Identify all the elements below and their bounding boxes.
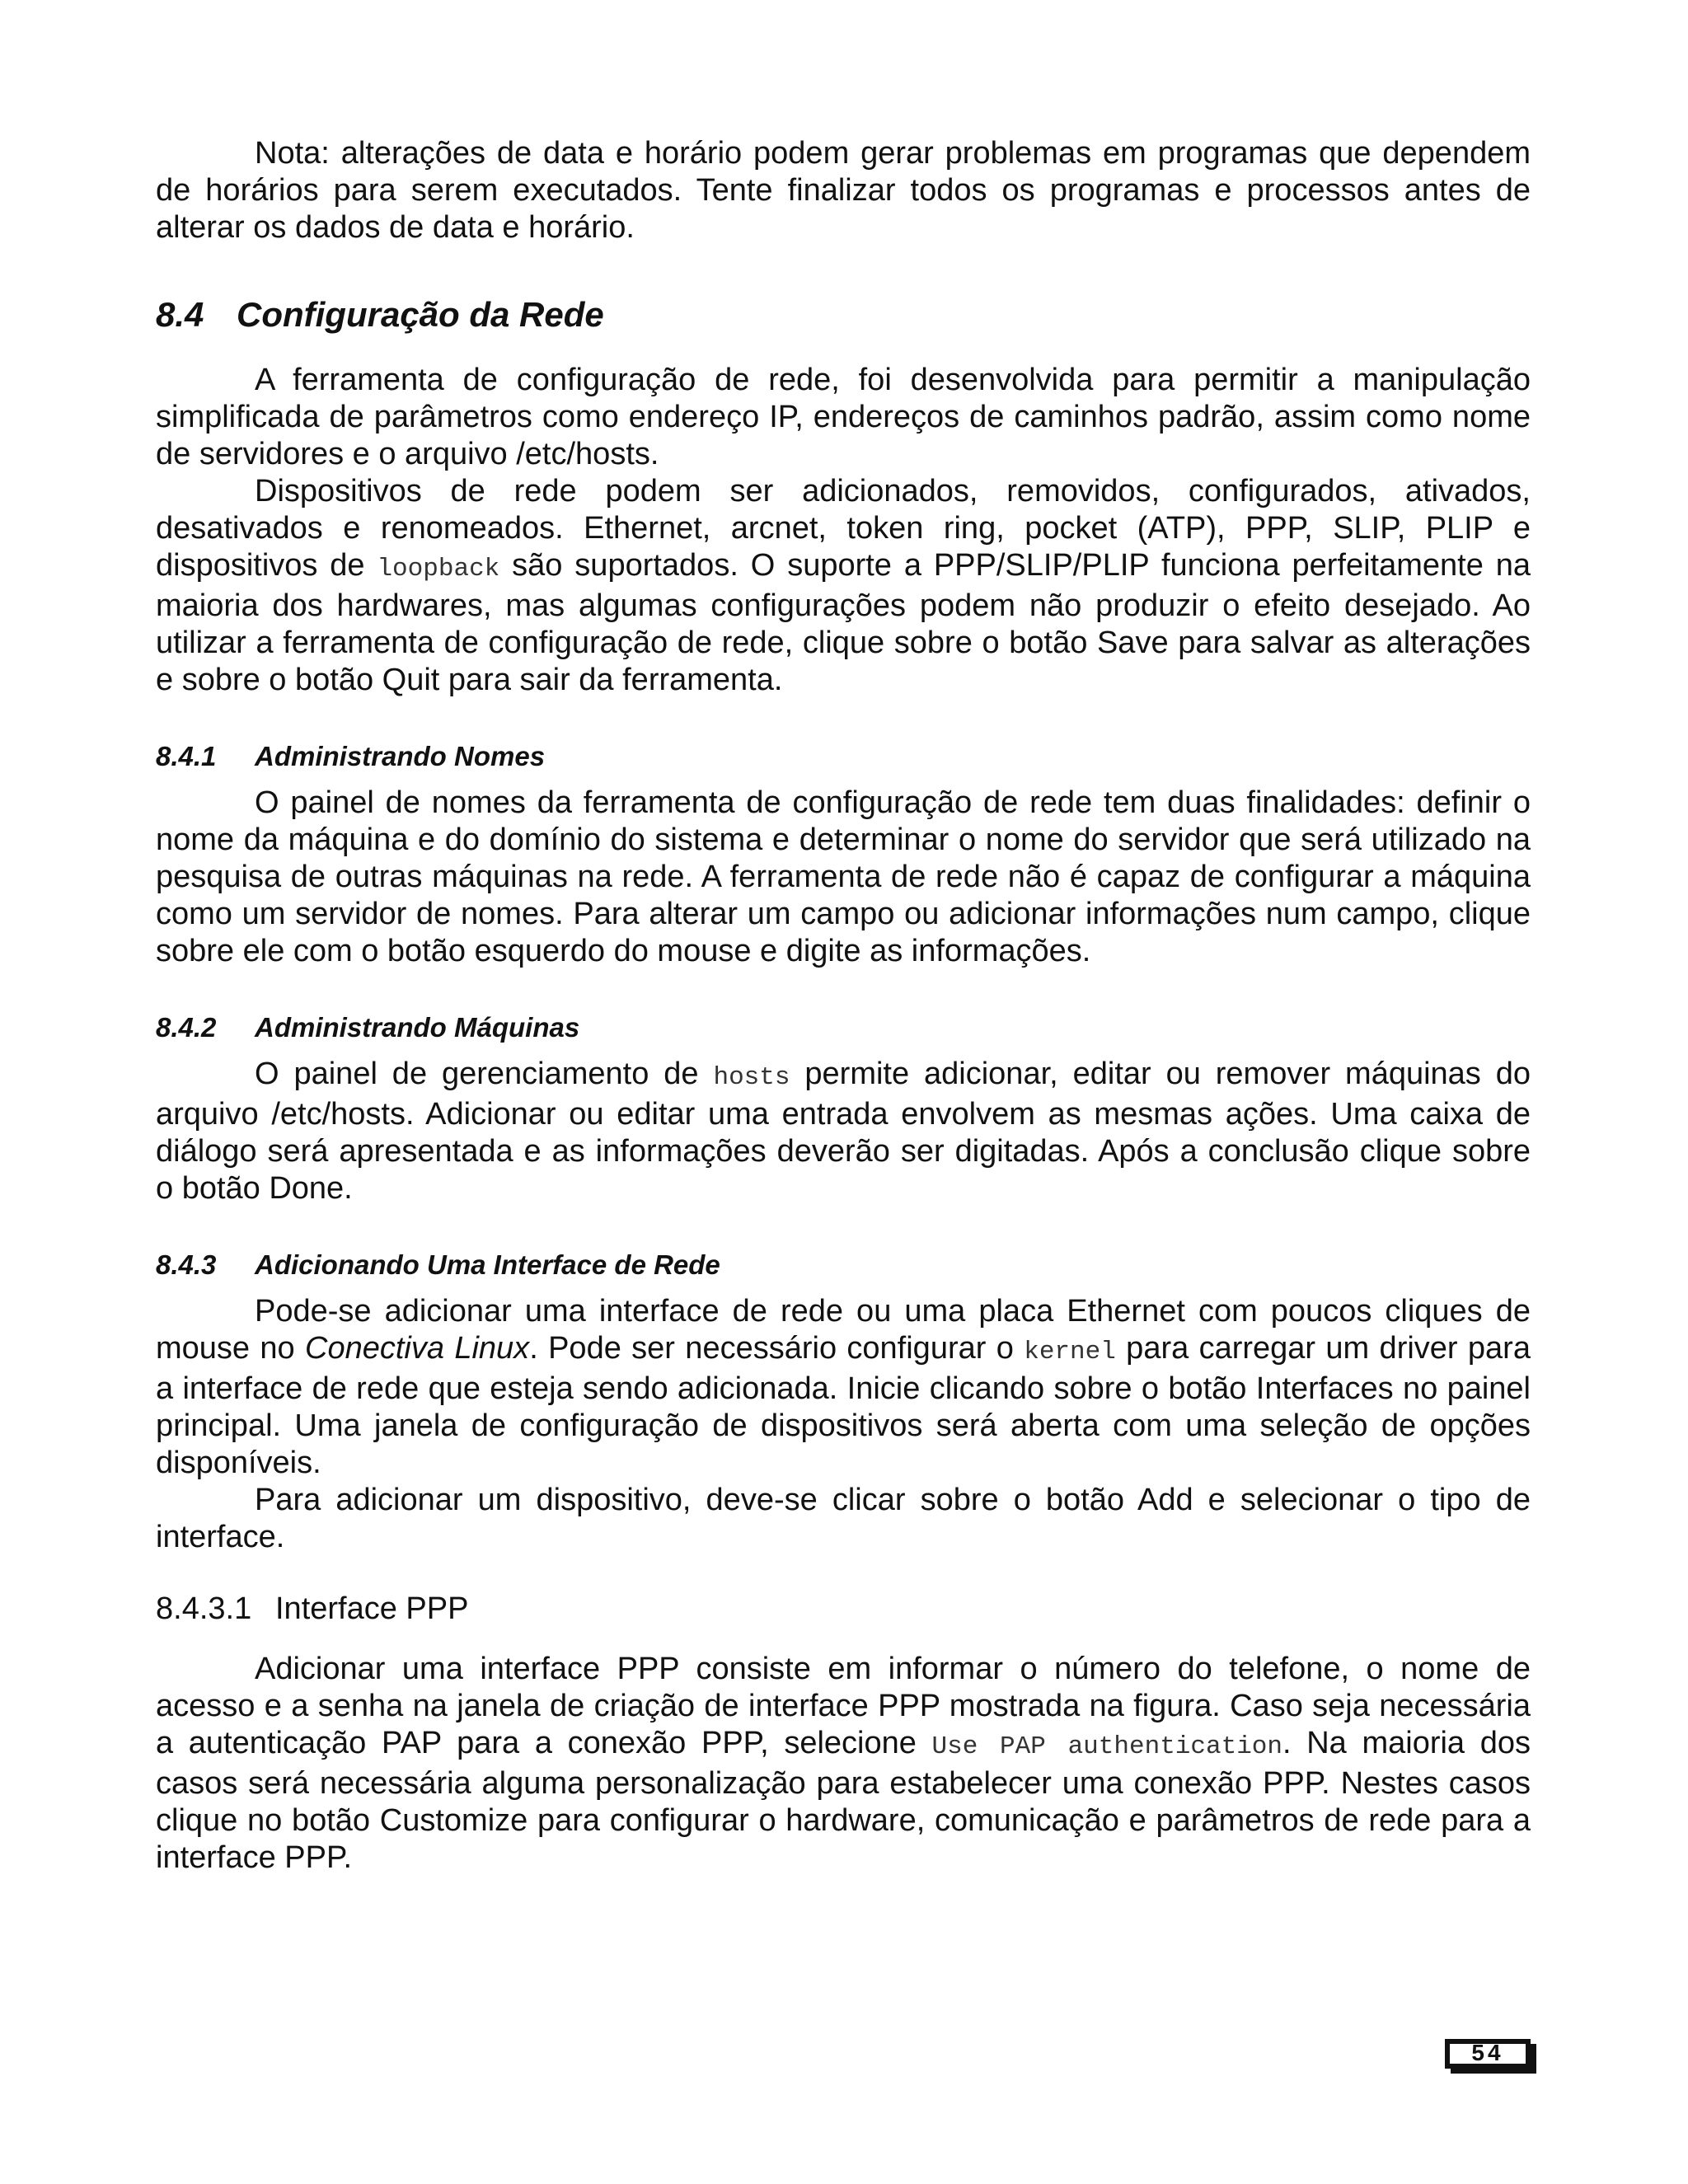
section-paragraph-1: A ferramenta de configuração de rede, foi desenvolvida para permitir a manipulação simplificada de parâmetros como endereço IP, endereços de caminhos padrão, assim como nome de servidores e o arquivo /etc/hosts. <box>156 363 1531 471</box>
section-heading <box>156 294 1531 335</box>
page-number-badge: 54 <box>1445 2039 1531 2069</box>
code-term-hosts: hosts <box>713 1063 790 1092</box>
text-run: . Pode ser necessário configurar o <box>529 1331 1025 1366</box>
subsubsection-heading-ppp <box>156 1591 1531 1628</box>
subsubsection-number: 8.4.3.1 <box>156 1591 252 1626</box>
code-term-loopback: loopback <box>377 555 500 583</box>
code-term-pap: Use PAP authentication <box>931 1732 1283 1761</box>
subsection-title: Adicionando Uma Interface de Rede <box>255 1249 720 1280</box>
product-name: Conectiva Linux <box>305 1331 530 1366</box>
machines-paragraph <box>156 1056 1531 1207</box>
subsection-title: Administrando Máquinas <box>255 1012 580 1043</box>
subsection-number: 8.4.3 <box>156 1249 217 1280</box>
text-run: Pode-se adicionar uma interface de rede ou uma placa Ethernet com poucos cliques de mouse no <box>156 1294 1531 1366</box>
text-run: são suportados. O suporte a PPP/SLIP/PLIP funciona perfeitamente na maioria dos hardwares, mas algumas configurações podem não produzir o efeito desejado. Ao utilizar a ferramenta de configuração de rede, clique sobre o botão Save para salvar as alterações e sobre o botão Quit para sair da ferramenta. <box>156 548 1531 697</box>
text-run: para carregar um driver para a interface de rede que esteja sendo adicionada. Inicie clicando sobre o botão Interfaces no painel principal. Uma janela de configuração de dispositivos será aberta com uma seleção de opções disponíveis. <box>156 1331 1531 1480</box>
interface-paragraph-2: Para adicionar um dispositivo, deve-se clicar sobre o botão Add e selecionar o tipo de interface. <box>156 1483 1531 1554</box>
subsection-number: 8.4.2 <box>156 1012 217 1043</box>
subsection-heading-names <box>156 740 1531 773</box>
text-run: permite adicionar, editar ou remover máquinas do arquivo /etc/hosts. Adicionar ou editar uma entrada envolvem as mesmas ações. Uma caixa de diálogo será apresentada e as informações deverão ser digitadas. Após a conclusão clique sobre o botão Done. <box>156 1057 1531 1206</box>
subsection-number: 8.4.1 <box>156 741 217 771</box>
code-term-kernel: kernel <box>1024 1338 1116 1366</box>
note-paragraph: Nota: alterações de data e horário podem gerar problemas em programas que dependem de horários para serem executados. Tente finalizar todos os programas e processos antes de alterar os dados de data e horário. <box>156 136 1531 245</box>
section-title: Configuração da Rede <box>237 295 604 334</box>
text-run: Adicionar uma interface PPP consiste em informar o número do telefone, o nome de acesso e a senha na janela de criação de interface PPP mostrada na figura. Caso seja necessária a autenticação PAP para a conexão PPP, selecione <box>156 1652 1531 1760</box>
subsection-heading-machines <box>156 1011 1531 1044</box>
section-number: 8.4 <box>156 295 204 334</box>
ppp-paragraph <box>156 1651 1531 1877</box>
text-run: Dispositivos de rede podem ser adicionados, removidos, configurados, ativados, desativados e renomeados. Ethernet, arcnet, token ring, pocket (ATP), PPP, SLIP, PLIP e dispositivos de <box>156 474 1531 583</box>
subsection-heading-interface <box>156 1249 1531 1282</box>
interface-paragraph-1 <box>156 1293 1531 1482</box>
section-paragraph-2 <box>156 473 1531 699</box>
subsection-title: Administrando Nomes <box>255 741 546 771</box>
subsubsection-title: Interface PPP <box>275 1591 469 1626</box>
text-run: . Na maioria dos casos será necessária alguma personalização para estabelecer uma conexão PPP. Nestes casos clique no botão Customize para configurar o hardware, comunicação e parâmetros de rede para a interface PPP. <box>156 1726 1531 1875</box>
text-run: O painel de gerenciamento de <box>255 1057 714 1091</box>
page-content <box>156 135 1531 1877</box>
names-paragraph: O painel de nomes da ferramenta de configuração de rede tem duas finalidades: definir o nome da máquina e do domínio do sistema e determinar o nome do servidor que será utilizado na pesquisa de outras máquinas na rede. A ferramenta de rede não é capaz de configurar a máquina como um servidor de nomes. Para alterar um campo ou adicionar informações num campo, clique sobre ele com o botão esquerdo do mouse e digite as informações. <box>156 785 1531 968</box>
